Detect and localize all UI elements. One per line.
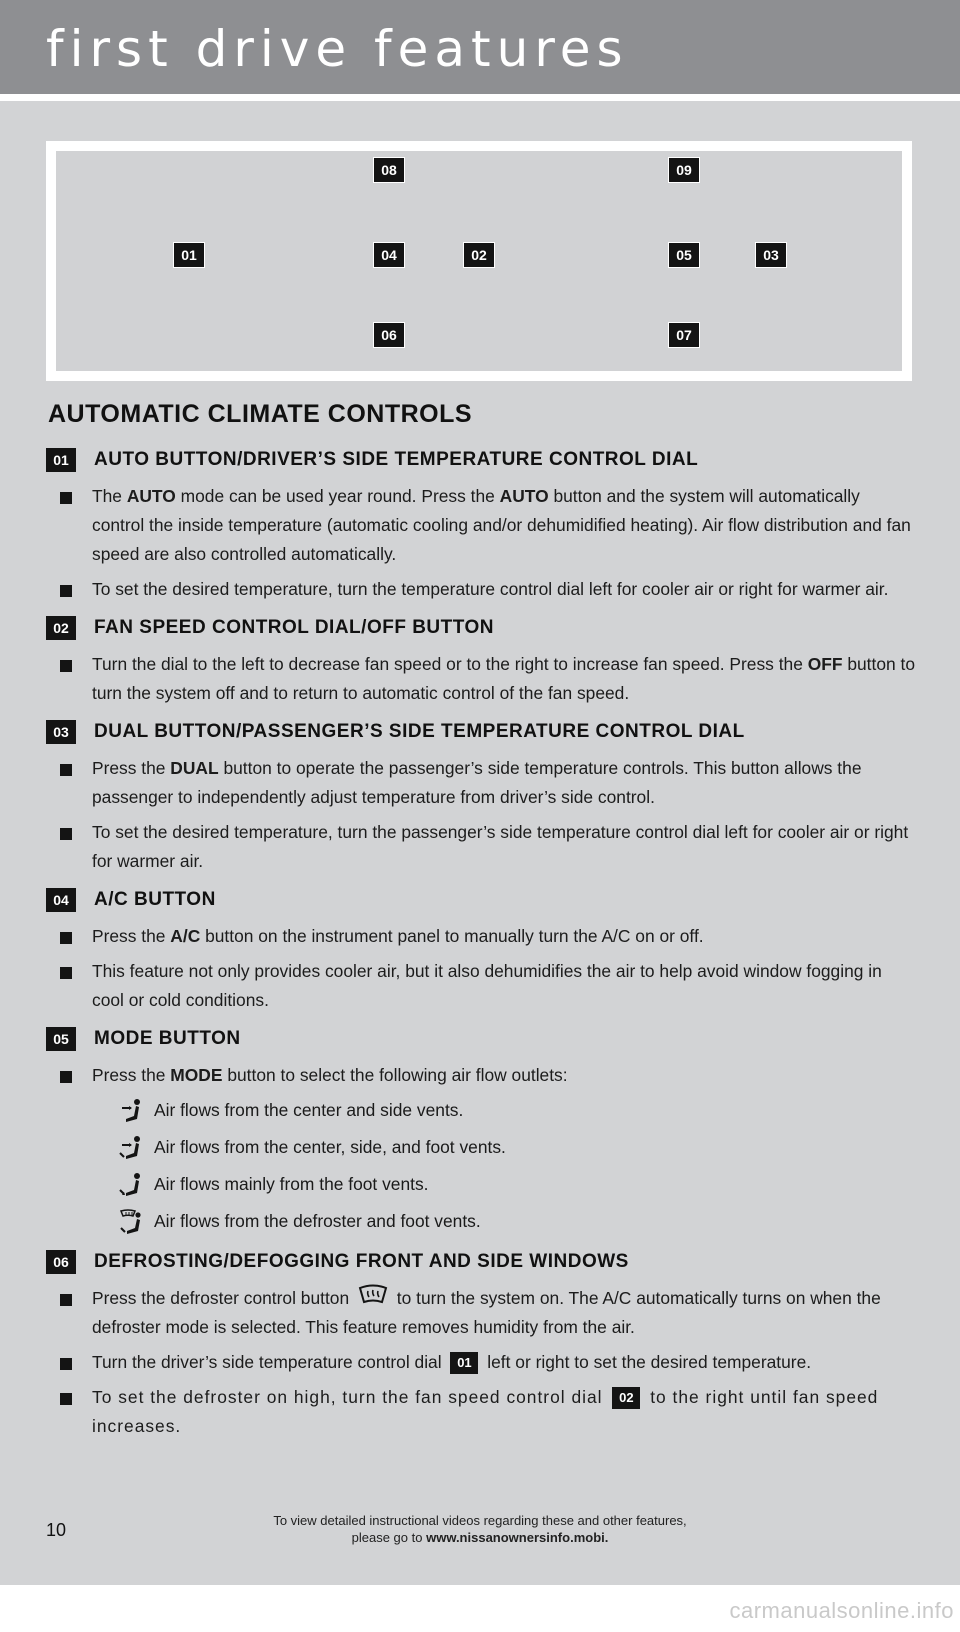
bullet-text: Press the (92, 926, 171, 946)
bullet-text: button and the system will automatically control the inside temperature (automatic cooling and/or dehumidified heating). Air flow distribution and fan speed are also controlled automatically. (92, 486, 911, 564)
bullet-text: The (92, 486, 127, 506)
footer-text: please go to (351, 1530, 427, 1545)
bullet-item (46, 1061, 916, 1090)
callout-08: 08 (373, 157, 405, 183)
subheading-title: DEFROSTING/DEFOGGING FRONT AND SIDE WINDOWS (94, 1251, 629, 1272)
header-title: first drive features (46, 20, 629, 78)
header-bar (0, 0, 960, 94)
callout-09: 09 (668, 157, 700, 183)
bullet-text: to the right until fan speed increases. (92, 1387, 879, 1436)
bullet-item (46, 1348, 916, 1377)
bullet-item (46, 482, 916, 569)
bullet-text: Press the defroster control button (92, 1288, 354, 1308)
inline-number-badge: 01 (450, 1352, 478, 1374)
number-badge: 01 (46, 448, 76, 472)
mode-description: Air flows mainly from the foot vents. (154, 1174, 429, 1194)
website-link[interactable]: www.nissanownersinfo.mobi. (426, 1530, 609, 1545)
bullet-text: Press the (92, 758, 171, 778)
mode-description: Air flows from the defroster and foot vents. (154, 1211, 481, 1231)
subheading (46, 1244, 916, 1280)
mode-option (46, 1133, 916, 1162)
keyword: MODE (170, 1065, 223, 1085)
vent-defrost-foot-icon (118, 1209, 146, 1235)
bullet-square-icon (60, 585, 72, 597)
number-badge: 04 (46, 888, 76, 912)
instructions (46, 436, 916, 1447)
inline-number-badge: 02 (612, 1387, 640, 1409)
bullet-square-icon (60, 828, 72, 840)
bullet-text: button to operate the passenger’s side temperature controls. This button allows the passenger to independently adjust temperature from driver’s side control. (92, 758, 862, 807)
watermark: carmanualsonline.info (729, 1598, 954, 1623)
section-04 (46, 882, 916, 1015)
mode-option (46, 1096, 916, 1125)
bullet-item (46, 818, 916, 876)
section-02 (46, 610, 916, 708)
bullet-text: left or right to set the desired temperature. (482, 1352, 812, 1372)
subheading (46, 610, 916, 646)
bullet-item (46, 1284, 916, 1342)
bullet-text: To set the defroster on high, turn the fan speed control dial (92, 1387, 609, 1407)
defroster-icon (358, 1284, 388, 1308)
subheading (46, 714, 916, 750)
subheading-title: AUTO BUTTON/DRIVER’S SIDE TEMPERATURE CONTROL DIAL (94, 449, 699, 470)
section-03 (46, 714, 916, 876)
callout-04: 04 (373, 242, 405, 268)
number-badge: 05 (46, 1027, 76, 1051)
header-divider (0, 94, 960, 101)
bullet-item (46, 754, 916, 812)
mode-option (46, 1170, 916, 1199)
bullet-square-icon (60, 1294, 72, 1306)
keyword: A/C (170, 926, 201, 946)
callout-06: 06 (373, 322, 405, 348)
callout-01: 01 (173, 242, 205, 268)
footer-line: To view detailed instructional videos regarding these and other features, (273, 1513, 687, 1528)
bullet-text: Press the (92, 1065, 171, 1085)
number-badge: 06 (46, 1250, 76, 1274)
bullet-square-icon (60, 1071, 72, 1083)
bullet-square-icon (60, 764, 72, 776)
subheading-title: FAN SPEED CONTROL DIAL/OFF BUTTON (94, 617, 495, 638)
subheading (46, 882, 916, 918)
callout-02: 02 (463, 242, 495, 268)
footer-line (0, 1529, 960, 1546)
mode-description: Air flows from the center and side vents. (154, 1100, 464, 1120)
bullet-square-icon (60, 660, 72, 672)
section-05 (46, 1021, 916, 1236)
number-badge: 03 (46, 720, 76, 744)
bullet-item (46, 575, 916, 604)
number-badge: 02 (46, 616, 76, 640)
bullet-text: To set the desired temperature, turn the passenger’s side temperature control dial left for cooler air or right for warmer air. (92, 822, 909, 871)
bullet-item (46, 957, 916, 1015)
keyword: AUTO (499, 486, 549, 506)
section-01 (46, 442, 916, 604)
keyword: DUAL (170, 758, 219, 778)
keyword: OFF (807, 654, 843, 674)
keyword: AUTO (126, 486, 176, 506)
callout-07: 07 (668, 322, 700, 348)
bullet-text: button to turn the system off and to return to automatic control of the fan speed. (92, 654, 916, 703)
vent-foot-icon (118, 1172, 146, 1198)
mode-description: Air flows from the center, side, and foot vents. (154, 1137, 506, 1157)
subheading (46, 442, 916, 478)
bullet-item (46, 1383, 916, 1441)
footer-note (0, 1512, 960, 1546)
bullet-text: button on the instrument panel to manually turn the A/C on or off. (200, 926, 704, 946)
bullet-text: To set the desired temperature, turn the temperature control dial left for cooler air or right for warmer air. (92, 579, 889, 599)
bullet-square-icon (60, 492, 72, 504)
bullet-text: button to select the following air flow outlets: (222, 1065, 568, 1085)
subheading-title: DUAL BUTTON/PASSENGER’S SIDE TEMPERATURE CONTROL DIAL (94, 721, 745, 742)
bullet-text: Turn the driver’s side temperature control dial (92, 1352, 447, 1372)
bullet-square-icon (60, 967, 72, 979)
bullet-square-icon (60, 1358, 72, 1370)
callout-03: 03 (755, 242, 787, 268)
vent-bilevel-icon (118, 1135, 146, 1161)
bullet-text: Turn the dial to the left to decrease fan speed or to the right to increase fan speed. Press the (92, 654, 808, 674)
mode-option (46, 1207, 916, 1236)
bullet-text: mode can be used year round. Press the (175, 486, 500, 506)
page-number: 10 (46, 1520, 67, 1540)
bullet-item (46, 922, 916, 951)
bullet-square-icon (60, 1393, 72, 1405)
bullet-square-icon (60, 932, 72, 944)
bullet-text: to turn the system on. The A/C automatically turns on when the defroster mode is selected. This feature removes humidity from the air. (92, 1288, 881, 1337)
section-06 (46, 1244, 916, 1441)
subheading-title: MODE BUTTON (94, 1028, 241, 1049)
subheading-title: A/C BUTTON (94, 889, 216, 910)
callout-05: 05 (668, 242, 700, 268)
section-title: AUTOMATIC CLIMATE CONTROLS (48, 400, 473, 428)
bullet-item (46, 650, 916, 708)
vent-face-icon (118, 1098, 146, 1124)
subheading (46, 1021, 916, 1057)
bullet-text: This feature not only provides cooler air, but it also dehumidifies the air to help avoid window fogging in cool or cold conditions. (92, 961, 882, 1010)
